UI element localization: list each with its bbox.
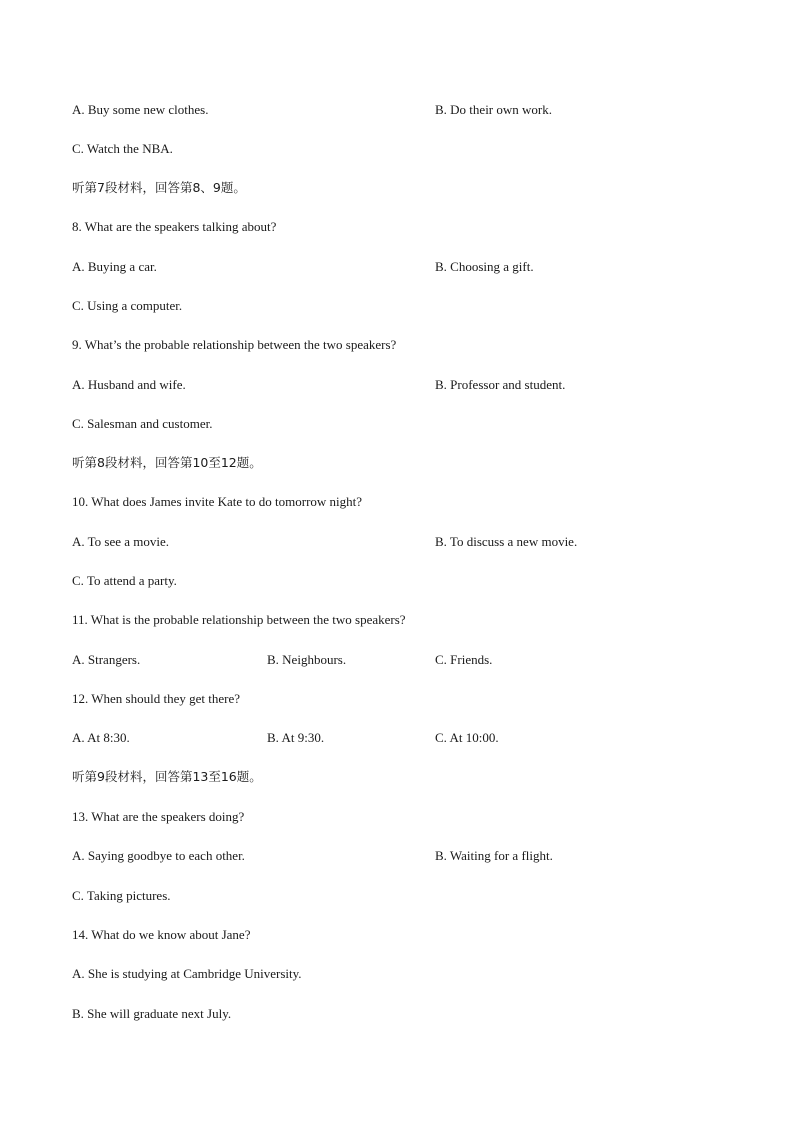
option-row: [72, 846, 732, 866]
option-row: [72, 257, 732, 277]
option-a: A. Strangers.: [72, 652, 141, 667]
option-b: B. She will graduate next July.: [72, 1006, 232, 1021]
option-b: B. Professor and student.: [435, 377, 566, 392]
option-row: [72, 414, 732, 434]
option-row: [72, 375, 732, 395]
option-a: A. Husband and wife.: [72, 377, 186, 392]
option-row: [72, 139, 732, 159]
option-a: A. Buying a car.: [72, 259, 157, 274]
option-row: [72, 650, 732, 670]
option-c: C. Using a computer.: [72, 298, 183, 313]
option-row: [72, 532, 732, 552]
option-a: A. At 8:30.: [72, 730, 130, 745]
option-row: [72, 1004, 732, 1024]
section-instruction: 听第9段材料，回答第13至16题。: [72, 769, 262, 784]
option-b: B. To discuss a new movie.: [435, 534, 578, 549]
option-c: C. At 10:00.: [435, 730, 499, 745]
question-10: 10. What does James invite Kate to do tomorrow night?: [72, 494, 363, 509]
option-b: B. At 9:30.: [267, 730, 325, 745]
option-c: C. Watch the NBA.: [72, 141, 173, 156]
option-row: [72, 964, 732, 984]
question-11: 11. What is the probable relationship between the two speakers?: [72, 612, 406, 627]
question-9: 9. What’s the probable relationship between the two speakers?: [72, 337, 397, 352]
option-c: C. Salesman and customer.: [72, 416, 213, 431]
question-14: 14. What do we know about Jane?: [72, 927, 251, 942]
option-b: B. Waiting for a flight.: [435, 848, 553, 863]
option-b: B. Neighbours.: [267, 652, 347, 667]
question-13: 13. What are the speakers doing?: [72, 809, 245, 824]
option-a: A. To see a movie.: [72, 534, 170, 549]
option-a: A. She is studying at Cambridge University.: [72, 966, 302, 981]
option-c: C. Taking pictures.: [72, 888, 171, 903]
question-8: 8. What are the speakers talking about?: [72, 219, 277, 234]
section-instruction: 听第8段材料，回答第10至12题。: [72, 455, 262, 470]
section-instruction: 听第7段材料，回答第8、9题。: [72, 180, 246, 195]
option-b: B. Do their own work.: [435, 102, 552, 117]
option-row: [72, 728, 732, 748]
option-row: [72, 886, 732, 906]
option-row: [72, 296, 732, 316]
option-row: [72, 100, 732, 120]
question-12: 12. When should they get there?: [72, 691, 240, 706]
option-b: B. Choosing a gift.: [435, 259, 534, 274]
option-c: C. Friends.: [435, 652, 493, 667]
option-row: [72, 571, 732, 591]
option-a: A. Buy some new clothes.: [72, 102, 209, 117]
option-a: A. Saying goodbye to each other.: [72, 848, 245, 863]
option-c: C. To attend a party.: [72, 573, 177, 588]
